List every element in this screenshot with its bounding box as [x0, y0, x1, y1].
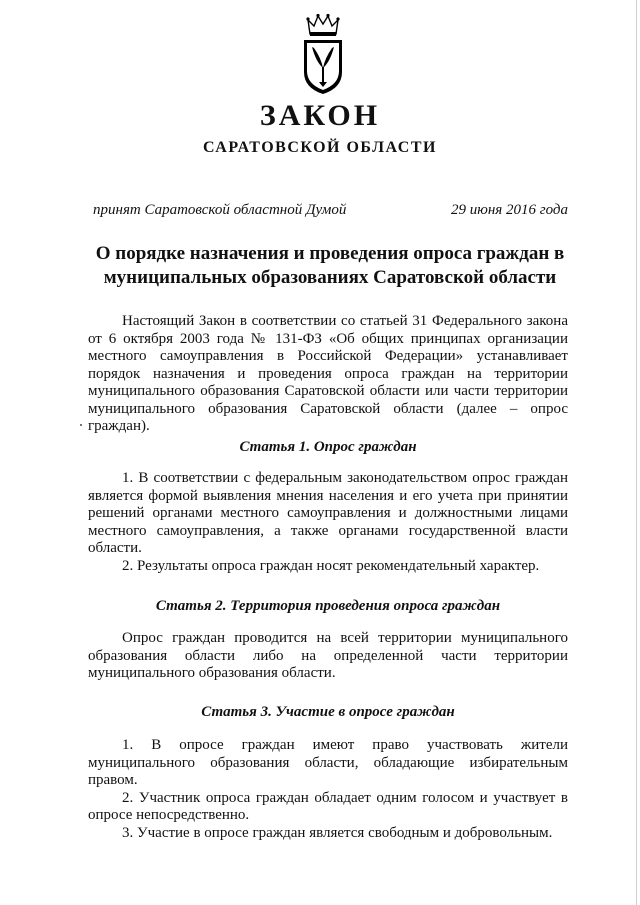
scan-dot	[80, 424, 82, 426]
article-2-body	[88, 630, 568, 683]
adopted-by-text: принят Саратовской областной Думой	[93, 202, 347, 218]
article-1-paragraph-2: 2. Результаты опроса граждан носят рекомендательный характер.	[122, 557, 540, 574]
preamble-block	[88, 313, 568, 436]
article-3-title: Статья 3. Участие в опросе граждан	[201, 704, 455, 720]
article-3-paragraph-3: 3. Участие в опросе граждан является свободным и добровольным.	[122, 824, 553, 841]
adoption-date: 29 июня 2016 года	[451, 202, 568, 218]
article-2-paragraph: Опрос граждан проводится на всей территории муниципального образования области либо на определенной части территории муниципального образования области.	[88, 630, 568, 681]
law-title: ЗАКОН	[259, 99, 381, 132]
article-1-paragraph-1: 1. В соответствии с федеральным законодательством опрос граждан является формой выявления мнения населения и его учета при принятии решений органами местного самоуправления и должностными лицами местного самоуправления, а также органами государственной власти области.	[88, 470, 568, 556]
saratov-coat-of-arms-icon	[300, 12, 346, 96]
article-1-title: Статья 1. Опрос граждан	[239, 439, 417, 455]
article-1-body	[88, 470, 568, 575]
article-3-body	[88, 737, 568, 842]
page-edge-line	[636, 0, 637, 905]
law-subtitle: САРАТОВСКОЙ ОБЛАСТИ	[203, 139, 437, 156]
preamble-paragraph: Настоящий Закон в соответствии со статьей 31 Федерального закона от 6 октября 2003 года № 131-ФЗ «Об общих принципах организации местного самоуправления в Российской Федерации» устанавливает порядок назначения и проведения опроса граждан на территории муниципального образования Саратовской области или части территории муниципального образования Саратовской области (далее – опрос граждан).	[88, 313, 568, 434]
article-3-paragraph-1: 1. В опросе граждан имеют право участвовать жители муниципального образования области, обладающие избирательным правом.	[88, 737, 568, 788]
article-3-paragraph-2: 2. Участник опроса граждан обладает одним голосом и участвует в опросе непосредственно.	[88, 789, 568, 823]
article-2-title: Статья 2. Территория проведения опроса граждан	[155, 598, 501, 614]
adoption-line	[93, 199, 568, 221]
document-title: О порядке назначения и проведения опроса граждан в муниципальных образованиях Саратовской области	[95, 243, 565, 288]
